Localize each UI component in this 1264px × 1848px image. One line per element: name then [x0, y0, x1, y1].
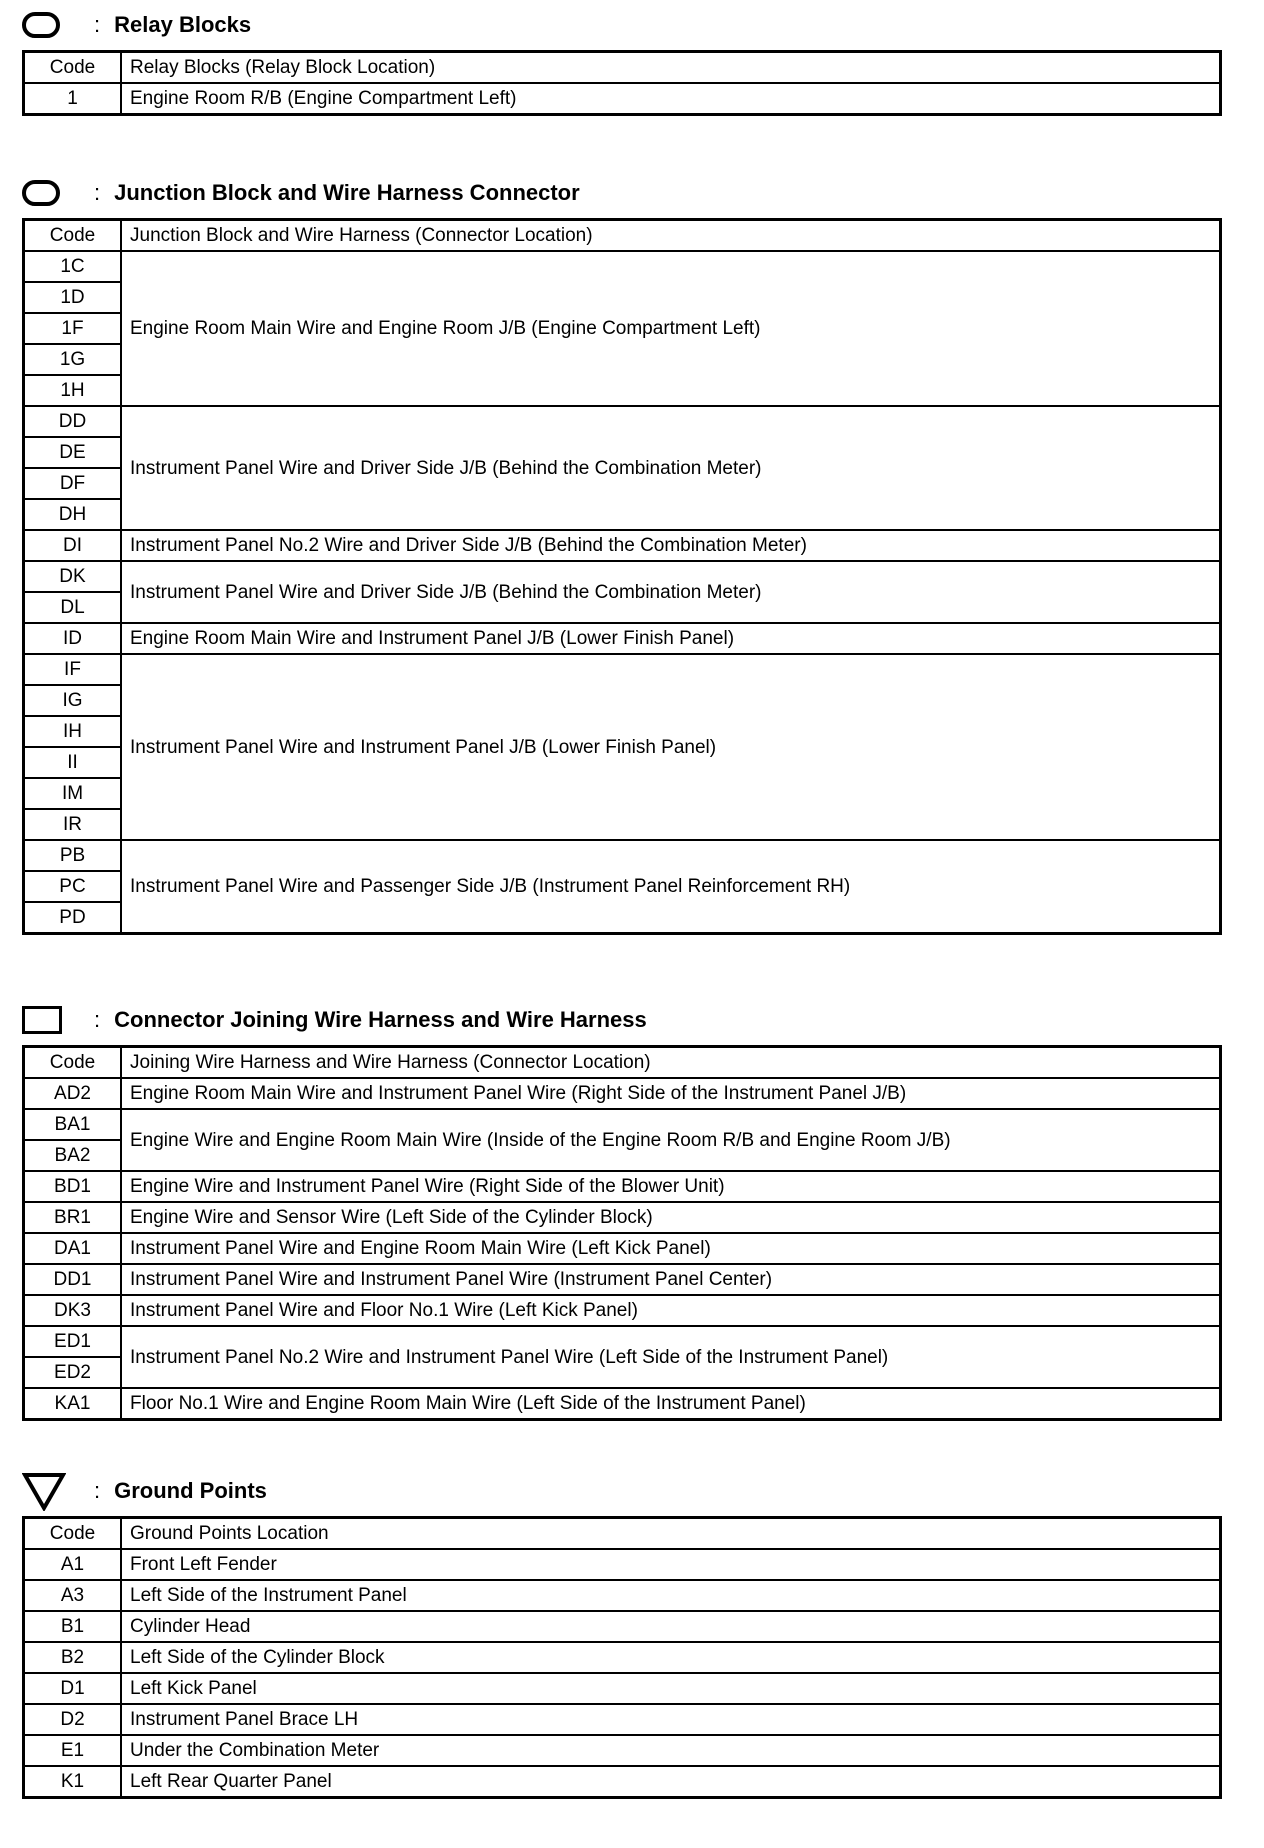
code-cell: E1 — [24, 1735, 122, 1766]
table-row — [24, 1735, 1221, 1766]
section-title-text: Junction Block and Wire Harness Connector — [114, 180, 580, 205]
location-cell: Instrument Panel Wire and Driver Side J/B (Behind the Combination Meter) — [121, 406, 1221, 530]
code-cell: K1 — [24, 1766, 122, 1798]
connector-section — [22, 1003, 1222, 1421]
code-cell: DA1 — [24, 1233, 122, 1264]
code-cell: 1C — [24, 251, 122, 282]
location-cell: Instrument Panel No.2 Wire and Driver Side J/B (Behind the Combination Meter) — [121, 530, 1221, 561]
location-cell: Instrument Panel Wire and Floor No.1 Wire (Left Kick Panel) — [121, 1295, 1221, 1326]
code-cell: D2 — [24, 1704, 122, 1735]
table-row — [24, 1673, 1221, 1704]
location-cell: Front Left Fender — [121, 1549, 1221, 1580]
location-cell: Instrument Panel Wire and Instrument Panel Wire (Instrument Panel Center) — [121, 1264, 1221, 1295]
location-cell: Engine Room Main Wire and Instrument Panel J/B (Lower Finish Panel) — [121, 623, 1221, 654]
code-cell: DK — [24, 561, 122, 592]
code-header: Code — [24, 220, 122, 252]
code-cell: 1D — [24, 282, 122, 313]
location-cell: Instrument Panel Wire and Passenger Side J/B (Instrument Panel Reinforcement RH) — [121, 840, 1221, 934]
table-row — [24, 1171, 1221, 1202]
code-header: Code — [24, 52, 122, 84]
code-cell: 1 — [24, 83, 122, 115]
table-row — [24, 1202, 1221, 1233]
location-cell: Engine Room Main Wire and Instrument Panel Wire (Right Side of the Instrument Panel J/B) — [121, 1078, 1221, 1109]
location-cell: Engine Room R/B (Engine Compartment Left) — [121, 83, 1221, 115]
table-row — [24, 1078, 1221, 1109]
code-cell: DD1 — [24, 1264, 122, 1295]
section-title: : Ground Points — [22, 1474, 1222, 1508]
code-cell: KA1 — [24, 1388, 122, 1420]
table-row — [24, 1704, 1221, 1735]
table-row — [24, 1549, 1221, 1580]
code-cell: DF — [24, 468, 122, 499]
table-row — [24, 1233, 1221, 1264]
table-row — [24, 561, 1221, 592]
oval-junction-icon — [22, 176, 70, 210]
code-cell: II — [24, 747, 122, 778]
section-title-text: Connector Joining Wire Harness and Wire Harness — [114, 1007, 647, 1032]
triangle-ground-icon — [22, 1474, 70, 1508]
location-cell: Cylinder Head — [121, 1611, 1221, 1642]
table-row — [24, 840, 1221, 871]
relay-blocks-table — [22, 50, 1222, 116]
code-cell: IR — [24, 809, 122, 840]
section-title: : Relay Blocks — [22, 8, 1222, 42]
code-cell: DL — [24, 592, 122, 623]
junction-block-table — [22, 218, 1222, 935]
junction-block-section — [22, 176, 1222, 935]
code-cell: IM — [24, 778, 122, 809]
code-cell: PB — [24, 840, 122, 871]
table-row — [24, 1295, 1221, 1326]
code-cell: A1 — [24, 1549, 122, 1580]
connector-table — [22, 1045, 1222, 1421]
location-cell: Left Side of the Cylinder Block — [121, 1642, 1221, 1673]
location-cell: Instrument Panel Wire and Engine Room Main Wire (Left Kick Panel) — [121, 1233, 1221, 1264]
code-cell: PC — [24, 871, 122, 902]
table-row — [24, 1109, 1221, 1140]
location-header: Ground Points Location — [121, 1518, 1221, 1550]
code-cell: BA1 — [24, 1109, 122, 1140]
table-row — [24, 623, 1221, 654]
code-cell: DE — [24, 437, 122, 468]
location-header: Junction Block and Wire Harness (Connector Location) — [121, 220, 1221, 252]
code-header: Code — [24, 1047, 122, 1079]
code-cell: IG — [24, 685, 122, 716]
table-row — [24, 251, 1221, 282]
code-cell: BR1 — [24, 1202, 122, 1233]
section-title-text: Relay Blocks — [114, 12, 252, 37]
section-title: : Connector Joining Wire Harness and Wire Harness — [22, 1003, 1222, 1037]
code-cell: DK3 — [24, 1295, 122, 1326]
table-row — [24, 1611, 1221, 1642]
code-cell: 1F — [24, 313, 122, 344]
code-cell: DH — [24, 499, 122, 530]
square-connector-icon — [22, 1003, 70, 1037]
table-row — [24, 1642, 1221, 1673]
code-cell: A3 — [24, 1580, 122, 1611]
location-cell: Instrument Panel No.2 Wire and Instrument Panel Wire (Left Side of the Instrument Panel) — [121, 1326, 1221, 1388]
code-cell: BD1 — [24, 1171, 122, 1202]
header-row — [24, 220, 1221, 252]
location-cell: Floor No.1 Wire and Engine Room Main Wire (Left Side of the Instrument Panel) — [121, 1388, 1221, 1420]
location-cell: Engine Wire and Sensor Wire (Left Side of the Cylinder Block) — [121, 1202, 1221, 1233]
code-cell: AD2 — [24, 1078, 122, 1109]
code-header: Code — [24, 1518, 122, 1550]
location-cell: Engine Wire and Instrument Panel Wire (Right Side of the Blower Unit) — [121, 1171, 1221, 1202]
location-cell: Engine Room Main Wire and Engine Room J/B (Engine Compartment Left) — [121, 251, 1221, 406]
code-cell: IH — [24, 716, 122, 747]
code-cell: BA2 — [24, 1140, 122, 1171]
code-cell: B1 — [24, 1611, 122, 1642]
location-cell: Left Kick Panel — [121, 1673, 1221, 1704]
header-row — [24, 1047, 1221, 1079]
table-row — [24, 406, 1221, 437]
location-cell: Instrument Panel Wire and Instrument Panel J/B (Lower Finish Panel) — [121, 654, 1221, 840]
ground-points-table — [22, 1516, 1222, 1799]
location-cell: Under the Combination Meter — [121, 1735, 1221, 1766]
code-cell: 1H — [24, 375, 122, 406]
relay-blocks-section — [22, 8, 1222, 116]
code-cell: DI — [24, 530, 122, 561]
location-cell: Left Side of the Instrument Panel — [121, 1580, 1221, 1611]
table-row — [24, 1388, 1221, 1420]
code-cell: D1 — [24, 1673, 122, 1704]
table-row — [24, 1580, 1221, 1611]
code-cell: B2 — [24, 1642, 122, 1673]
location-cell: Instrument Panel Brace LH — [121, 1704, 1221, 1735]
table-row — [24, 83, 1221, 115]
table-row — [24, 1766, 1221, 1798]
location-cell: Instrument Panel Wire and Driver Side J/B (Behind the Combination Meter) — [121, 561, 1221, 623]
table-row — [24, 530, 1221, 561]
code-cell: ID — [24, 623, 122, 654]
section-title-text: Ground Points — [114, 1478, 267, 1503]
oval-relay-icon — [22, 8, 70, 42]
code-cell: PD — [24, 902, 122, 934]
table-row — [24, 1264, 1221, 1295]
table-row — [24, 1326, 1221, 1357]
table-row — [24, 654, 1221, 685]
location-header: Relay Blocks (Relay Block Location) — [121, 52, 1221, 84]
code-cell: IF — [24, 654, 122, 685]
header-row — [24, 1518, 1221, 1550]
section-title: : Junction Block and Wire Harness Connector — [22, 176, 1222, 210]
location-cell: Left Rear Quarter Panel — [121, 1766, 1221, 1798]
code-cell: DD — [24, 406, 122, 437]
ground-points-section — [22, 1474, 1222, 1799]
location-cell: Engine Wire and Engine Room Main Wire (Inside of the Engine Room R/B and Engine Room J/B) — [121, 1109, 1221, 1171]
location-header: Joining Wire Harness and Wire Harness (Connector Location) — [121, 1047, 1221, 1079]
code-cell: 1G — [24, 344, 122, 375]
code-cell: ED1 — [24, 1326, 122, 1357]
header-row — [24, 52, 1221, 84]
code-cell: ED2 — [24, 1357, 122, 1388]
